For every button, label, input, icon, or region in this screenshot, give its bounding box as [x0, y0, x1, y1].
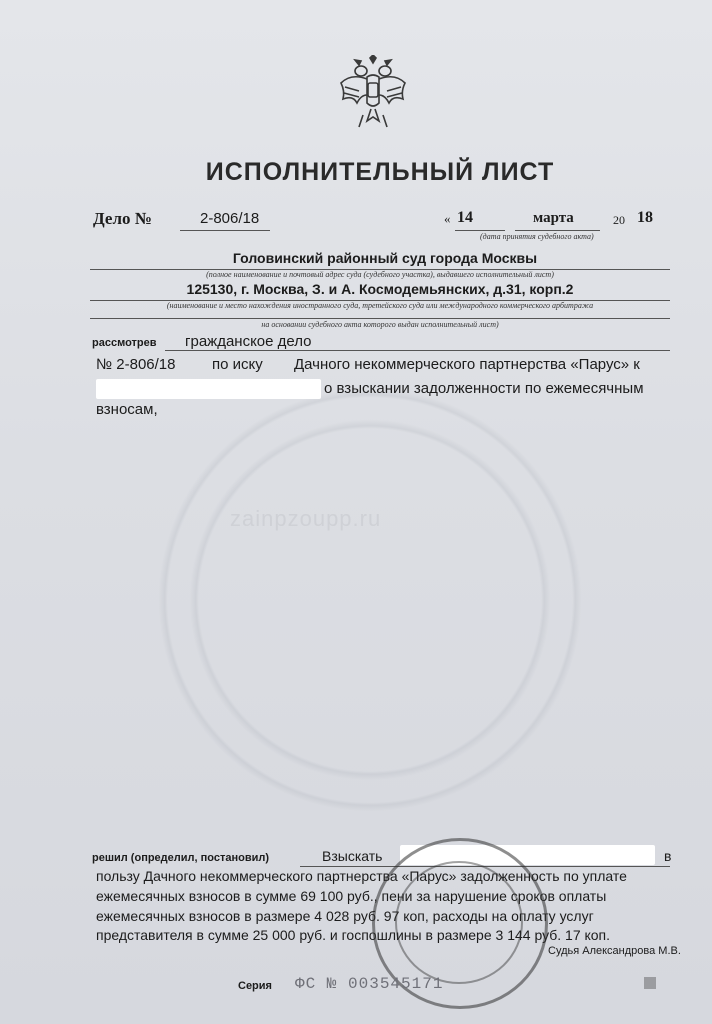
- body-claim: по иску: [212, 356, 263, 373]
- corner-mark: [644, 977, 656, 989]
- decision-line2: пользу Дачного некоммерческого партнерства «Парус» задолженность по уплате: [96, 868, 627, 884]
- decision-first-end: в: [664, 848, 672, 864]
- body-line3: взносам,: [96, 401, 158, 418]
- decision-first: Взыскать: [322, 848, 383, 864]
- series-label: Серия: [238, 980, 272, 992]
- judge: Судья Александрова М.В.: [548, 945, 681, 957]
- case-month: марта: [533, 210, 574, 226]
- considered-value: гражданское дело: [185, 333, 312, 350]
- case-label: Дело №: [93, 209, 152, 228]
- decision-line4: ежемесячных взносов в размере 4 028 руб. 97 коп, расходы на оплату услуг: [96, 908, 594, 924]
- year-prefix: 20: [613, 213, 625, 227]
- court-name-caption: (полное наименование и почтовый адрес суда (судебного участка), выдавшего исполнительный лист): [206, 270, 554, 279]
- body-party: Дачного некоммерческого партнерства «Парус» к: [294, 356, 640, 373]
- basis-caption: на основании судебного акта которого выдан исполнительный лист): [261, 320, 499, 329]
- decision-line5: представителя в сумме 25 000 руб. и госпошлины в размере 3 144 руб. 17 коп.: [96, 927, 611, 943]
- court-address-caption: (наименование и место нахождения иностранного суда, третейского суда или международного коммерческого арбитража: [166, 301, 594, 310]
- coat-of-arms-icon: [337, 55, 409, 133]
- year-suffix: 18: [637, 209, 653, 226]
- court-name: Головинский районный суд города Москвы: [232, 250, 538, 266]
- quote-mark: «: [444, 211, 451, 226]
- considered-label: рассмотрев: [92, 337, 157, 349]
- decision-label: решил (определил, постановил): [92, 852, 270, 864]
- body-case-number: № 2-806/18: [96, 356, 176, 373]
- date-caption: (дата принятия судебного акта): [480, 232, 594, 241]
- series-value: ФС № 003545171: [295, 975, 444, 993]
- case-day: 14: [457, 209, 473, 226]
- document-title: ИСПОЛНИТЕЛЬНЫЙ ЛИСТ: [205, 158, 555, 186]
- watermark: zainpzoupp.ru: [230, 506, 382, 531]
- case-number: 2-806/18: [200, 210, 260, 227]
- redacted-defendant: [96, 379, 321, 399]
- decision-line3: ежемесячных взносов в сумме 69 100 руб., пени за нарушение сроков оплаты: [96, 888, 607, 904]
- background-guilloche: [150, 380, 590, 820]
- body-line2: о взыскании задолженности по ежемесячным: [324, 380, 644, 397]
- court-address: 125130, г. Москва, З. и А. Космодемьянских, д.31, корп.2: [186, 281, 574, 297]
